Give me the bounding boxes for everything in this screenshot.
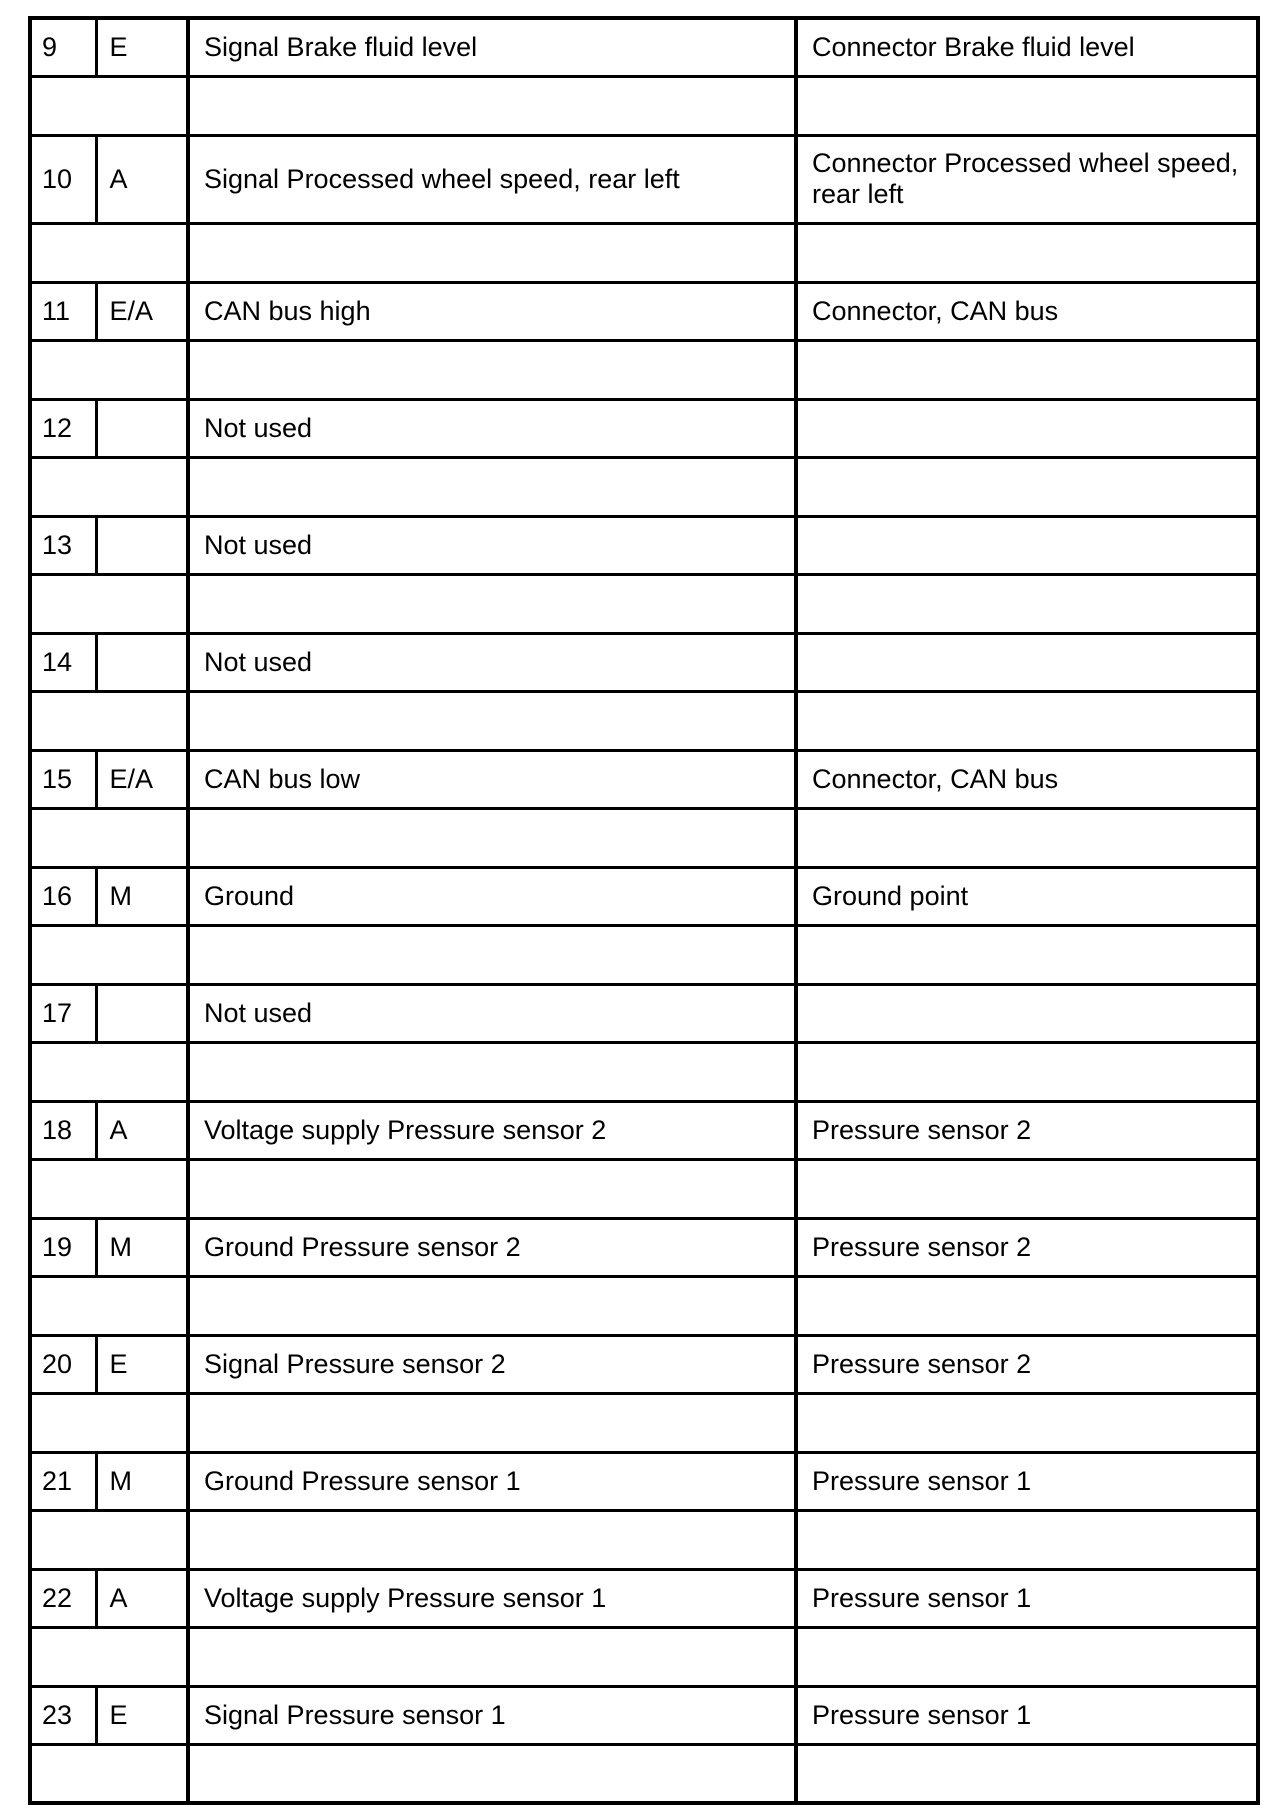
spacer-cell xyxy=(188,1393,796,1452)
spacer-row xyxy=(30,1510,1258,1569)
spacer-cell xyxy=(30,76,188,135)
pin-table-body xyxy=(30,18,1258,1803)
pin-description: Ground Pressure sensor 1 xyxy=(188,1452,796,1510)
spacer-cell xyxy=(188,1627,796,1686)
spacer-cell xyxy=(796,340,1258,399)
pin-connector xyxy=(796,984,1258,1042)
pin-row xyxy=(30,282,1258,340)
pin-row xyxy=(30,1686,1258,1744)
pin-number: 23 xyxy=(30,1686,96,1744)
spacer-cell xyxy=(188,1510,796,1569)
spacer-cell xyxy=(30,1393,188,1452)
pin-number: 20 xyxy=(30,1335,96,1393)
pin-type: E xyxy=(96,1686,188,1744)
pin-connector: Pressure sensor 1 xyxy=(796,1569,1258,1627)
pin-connector: Connector Brake fluid level xyxy=(796,18,1258,76)
pin-number: 22 xyxy=(30,1569,96,1627)
pin-type: A xyxy=(96,1101,188,1159)
pin-type: E/A xyxy=(96,750,188,808)
pin-type: E xyxy=(96,18,188,76)
spacer-cell xyxy=(796,1159,1258,1218)
pin-description: Signal Pressure sensor 1 xyxy=(188,1686,796,1744)
spacer-cell xyxy=(188,457,796,516)
spacer-cell xyxy=(796,1393,1258,1452)
spacer-row xyxy=(30,1159,1258,1218)
spacer-cell xyxy=(30,1744,188,1803)
pin-number: 12 xyxy=(30,399,96,457)
pin-connector: Pressure sensor 1 xyxy=(796,1452,1258,1510)
spacer-cell xyxy=(188,1744,796,1803)
pin-type xyxy=(96,516,188,574)
spacer-cell xyxy=(188,691,796,750)
pin-row xyxy=(30,1335,1258,1393)
pin-type: M xyxy=(96,1452,188,1510)
spacer-row xyxy=(30,340,1258,399)
spacer-cell xyxy=(796,808,1258,867)
pin-number: 21 xyxy=(30,1452,96,1510)
pin-type xyxy=(96,399,188,457)
pin-number: 19 xyxy=(30,1218,96,1276)
pin-connector: Ground point xyxy=(796,867,1258,925)
spacer-cell xyxy=(796,1276,1258,1335)
pin-type: A xyxy=(96,135,188,223)
spacer-row xyxy=(30,1744,1258,1803)
spacer-row xyxy=(30,457,1258,516)
spacer-row xyxy=(30,808,1258,867)
pin-number: 10 xyxy=(30,135,96,223)
pin-description: Signal Brake fluid level xyxy=(188,18,796,76)
pin-row xyxy=(30,633,1258,691)
pin-row xyxy=(30,1452,1258,1510)
spacer-cell xyxy=(30,808,188,867)
pin-row xyxy=(30,516,1258,574)
spacer-cell xyxy=(188,223,796,282)
pin-description: Ground xyxy=(188,867,796,925)
spacer-cell xyxy=(188,340,796,399)
pin-number: 13 xyxy=(30,516,96,574)
pin-connector xyxy=(796,399,1258,457)
pin-row xyxy=(30,18,1258,76)
pin-description: CAN bus high xyxy=(188,282,796,340)
spacer-row xyxy=(30,925,1258,984)
spacer-cell xyxy=(188,1276,796,1335)
spacer-row xyxy=(30,691,1258,750)
spacer-cell xyxy=(30,925,188,984)
spacer-cell xyxy=(188,574,796,633)
pin-description: Voltage supply Pressure sensor 2 xyxy=(188,1101,796,1159)
pin-row xyxy=(30,1569,1258,1627)
pin-description: Not used xyxy=(188,984,796,1042)
pin-number: 15 xyxy=(30,750,96,808)
pin-description: Signal Pressure sensor 2 xyxy=(188,1335,796,1393)
spacer-cell xyxy=(188,808,796,867)
spacer-cell xyxy=(30,1276,188,1335)
spacer-cell xyxy=(796,1744,1258,1803)
pin-connector: Pressure sensor 1 xyxy=(796,1686,1258,1744)
spacer-cell xyxy=(796,925,1258,984)
pin-type: M xyxy=(96,1218,188,1276)
spacer-cell xyxy=(188,1042,796,1101)
spacer-cell xyxy=(30,1627,188,1686)
pin-connector: Pressure sensor 2 xyxy=(796,1218,1258,1276)
spacer-cell xyxy=(796,223,1258,282)
spacer-cell xyxy=(188,76,796,135)
spacer-row xyxy=(30,223,1258,282)
pin-type xyxy=(96,984,188,1042)
spacer-row xyxy=(30,1276,1258,1335)
pin-row xyxy=(30,135,1258,223)
spacer-cell xyxy=(30,574,188,633)
pin-row xyxy=(30,867,1258,925)
pin-connector: Connector, CAN bus xyxy=(796,750,1258,808)
spacer-row xyxy=(30,1042,1258,1101)
spacer-cell xyxy=(796,1510,1258,1569)
pin-row xyxy=(30,1218,1258,1276)
spacer-cell xyxy=(796,457,1258,516)
spacer-cell xyxy=(30,457,188,516)
pin-description: Ground Pressure sensor 2 xyxy=(188,1218,796,1276)
pin-description: CAN bus low xyxy=(188,750,796,808)
pin-connector: Connector, CAN bus xyxy=(796,282,1258,340)
pin-type xyxy=(96,633,188,691)
pin-description: Not used xyxy=(188,399,796,457)
spacer-row xyxy=(30,1627,1258,1686)
pin-row xyxy=(30,984,1258,1042)
pin-connector xyxy=(796,516,1258,574)
pin-type: M xyxy=(96,867,188,925)
pin-row xyxy=(30,399,1258,457)
pin-type: E xyxy=(96,1335,188,1393)
spacer-cell xyxy=(188,1159,796,1218)
spacer-cell xyxy=(796,1042,1258,1101)
spacer-cell xyxy=(188,925,796,984)
spacer-cell xyxy=(30,340,188,399)
pin-number: 11 xyxy=(30,282,96,340)
pin-connector: Connector Processed wheel speed, rear left xyxy=(796,135,1258,223)
spacer-cell xyxy=(30,1510,188,1569)
pin-number: 16 xyxy=(30,867,96,925)
spacer-cell xyxy=(796,76,1258,135)
pin-number: 9 xyxy=(30,18,96,76)
spacer-cell xyxy=(796,691,1258,750)
pin-row xyxy=(30,750,1258,808)
pin-description: Not used xyxy=(188,633,796,691)
spacer-cell xyxy=(30,223,188,282)
pin-description: Signal Processed wheel speed, rear left xyxy=(188,135,796,223)
spacer-cell xyxy=(796,574,1258,633)
spacer-cell xyxy=(30,691,188,750)
pin-row xyxy=(30,1101,1258,1159)
pin-type: A xyxy=(96,1569,188,1627)
pin-number: 17 xyxy=(30,984,96,1042)
pin-connector: Pressure sensor 2 xyxy=(796,1101,1258,1159)
spacer-row xyxy=(30,574,1258,633)
pin-description: Not used xyxy=(188,516,796,574)
pin-connector xyxy=(796,633,1258,691)
pin-connector: Pressure sensor 2 xyxy=(796,1335,1258,1393)
spacer-cell xyxy=(30,1159,188,1218)
pin-description: Voltage supply Pressure sensor 1 xyxy=(188,1569,796,1627)
pin-type: E/A xyxy=(96,282,188,340)
spacer-row xyxy=(30,1393,1258,1452)
spacer-cell xyxy=(30,1042,188,1101)
spacer-row xyxy=(30,76,1258,135)
spacer-cell xyxy=(796,1627,1258,1686)
pin-assignment-table xyxy=(28,16,1260,1805)
pin-number: 18 xyxy=(30,1101,96,1159)
pin-number: 14 xyxy=(30,633,96,691)
